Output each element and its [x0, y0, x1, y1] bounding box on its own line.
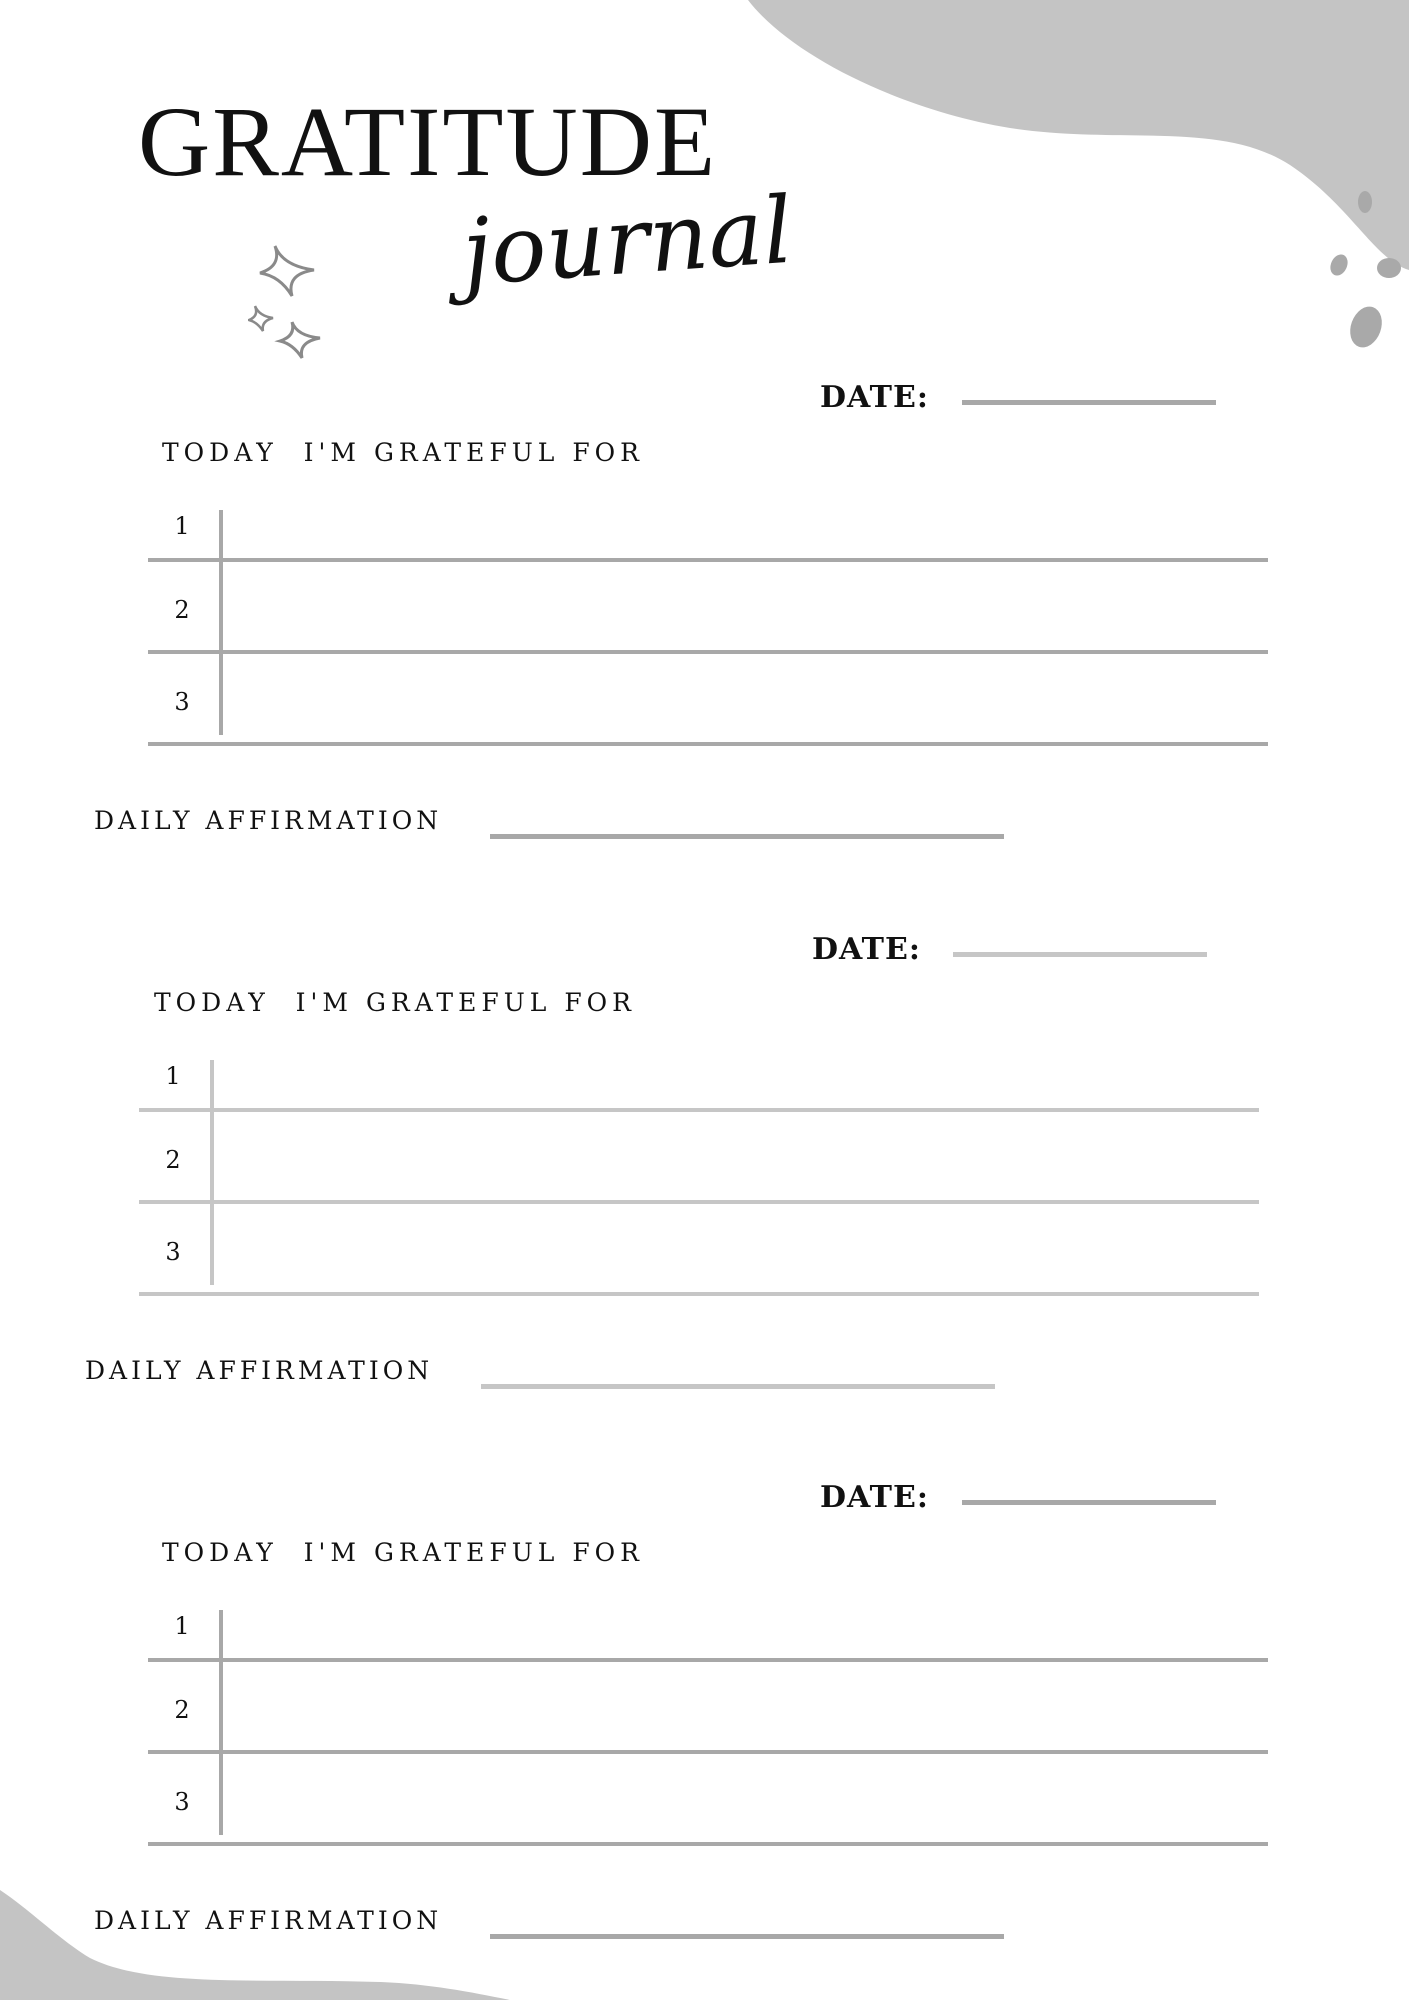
item-number: 1: [174, 1612, 190, 1640]
date-label: DATE:: [820, 380, 929, 415]
decorative-dot: [1377, 258, 1401, 278]
number-divider: [210, 1060, 214, 1285]
item-number: 3: [174, 1788, 190, 1816]
affirmation-label: DAILY AFFIRMATION: [94, 1906, 443, 1935]
decorative-dot: [1345, 302, 1388, 352]
entry-line-3[interactable]: [148, 1842, 1268, 1846]
item-number: 2: [174, 1696, 190, 1724]
entry-line-3[interactable]: [139, 1292, 1259, 1296]
entry-line-2[interactable]: [148, 650, 1268, 654]
journal-section-3: [0, 1470, 1409, 2010]
journal-section-2: [0, 920, 1409, 1460]
section-heading: TODAY I'M GRATEFUL FOR: [154, 988, 636, 1017]
decorative-dot: [1327, 252, 1351, 279]
affirmation-label: DAILY AFFIRMATION: [94, 806, 443, 835]
date-entry-line[interactable]: [962, 1500, 1216, 1505]
number-divider: [219, 510, 223, 735]
number-divider: [219, 1610, 223, 1835]
date-label: DATE:: [820, 1480, 929, 1515]
affirmation-entry-line[interactable]: [490, 834, 1004, 839]
date-label: DATE:: [812, 932, 921, 967]
page-title: GRATITUDE: [138, 86, 718, 197]
entry-line-2[interactable]: [148, 1750, 1268, 1754]
item-number: 2: [174, 596, 190, 624]
entry-line-2[interactable]: [139, 1200, 1259, 1204]
entry-line-3[interactable]: [148, 742, 1268, 746]
item-number: 1: [174, 512, 190, 540]
section-heading: TODAY I'M GRATEFUL FOR: [162, 1538, 644, 1567]
date-entry-line[interactable]: [953, 952, 1207, 957]
affirmation-label: DAILY AFFIRMATION: [85, 1356, 434, 1385]
section-heading: TODAY I'M GRATEFUL FOR: [162, 438, 644, 467]
item-number: 1: [165, 1062, 181, 1090]
decorative-dot: [1358, 191, 1372, 213]
entry-line-1[interactable]: [139, 1108, 1259, 1112]
entry-line-1[interactable]: [148, 1658, 1268, 1662]
sparkle-stars-icon: [248, 238, 328, 363]
item-number: 2: [165, 1146, 181, 1174]
affirmation-entry-line[interactable]: [490, 1934, 1004, 1939]
journal-section-1: [0, 370, 1409, 910]
item-number: 3: [165, 1238, 181, 1266]
date-entry-line[interactable]: [962, 400, 1216, 405]
item-number: 3: [174, 688, 190, 716]
entry-line-1[interactable]: [148, 558, 1268, 562]
page-subtitle: journal: [458, 176, 796, 307]
affirmation-entry-line[interactable]: [481, 1384, 995, 1389]
